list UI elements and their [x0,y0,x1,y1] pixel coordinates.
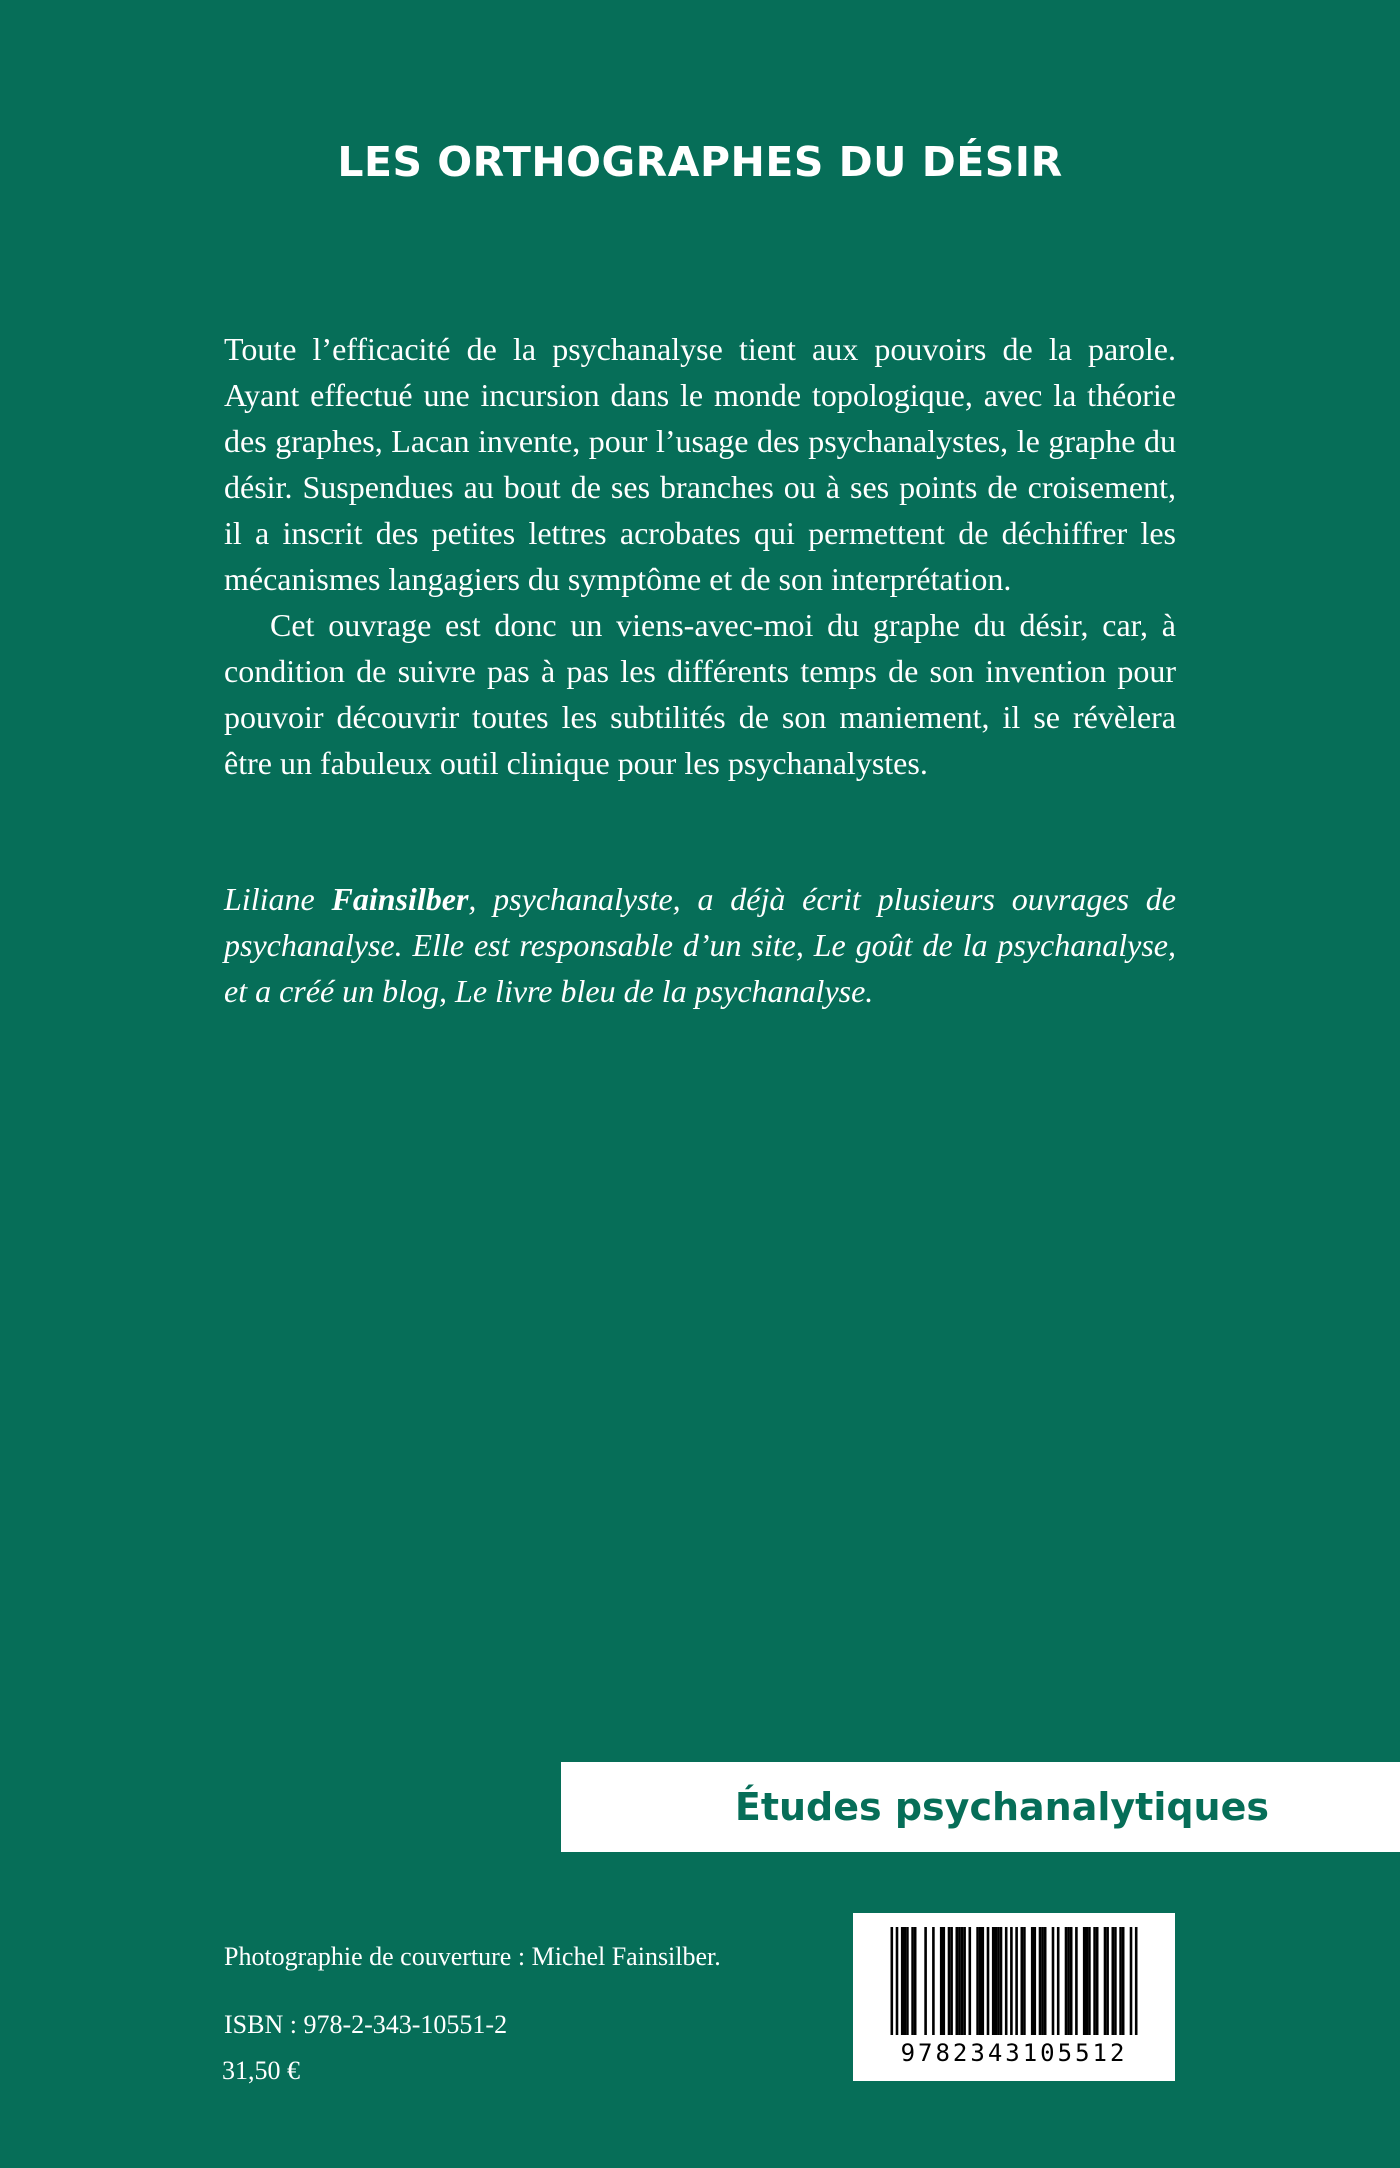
barcode-bar [1135,1927,1138,2035]
summary-paragraph-2: Cet ouvrage est donc un viens-avec-moi du graphe du désir, car, à condition de suivre pas à pas les différents temps de son invention pour pouvoir découvrir toutes les subtilités de son maniement, il se révèlera être un fabuleux outil clinique pour les psychanalystes. [224,607,1176,781]
barcode-bar [976,1927,979,2035]
barcode-digits: 9782343105512 [900,2039,1128,2067]
barcode-bar [961,1927,964,2035]
barcode-bar [943,1927,946,2035]
price: 31,50 € [222,2056,300,2085]
barcode-bar [963,1927,966,2035]
barcode-bar [1075,1927,1078,2035]
series-label: Études psychanalytiques [734,1785,1269,1829]
barcode-bar [1093,1927,1096,2035]
barcode-bar [1070,1927,1073,2035]
barcode-bar [1122,1927,1125,2035]
barcode-bar [1083,1927,1086,2035]
barcode-bar [1034,1927,1037,2035]
barcode-bar [1010,1927,1013,2035]
barcode-bar [1052,1927,1055,2035]
barcode-bar [1119,1927,1122,2035]
barcode-bar [1104,1927,1107,2035]
barcode-bar [1086,1927,1089,2035]
barcode-bar [914,1927,917,2035]
barcode-bar [906,1927,909,2035]
barcode-bar [924,1927,927,2035]
barcode-bar [1023,1927,1026,2035]
author-first-name: Liliane [224,881,332,917]
barcode-bar [891,1927,894,2035]
barcode-bar [987,1927,990,2035]
barcode-bar [1021,1927,1024,2035]
barcode-bar [1031,1927,1034,2035]
barcode-bar [995,1927,998,2035]
barcode-bar [992,1927,995,2035]
barcode-bar [1039,1927,1042,2035]
barcode-bar [896,1927,899,2035]
barcode-bar [956,1927,959,2035]
author-bio [224,876,1176,1014]
barcode-bar [1005,1927,1008,2035]
barcode-bar [940,1927,943,2035]
barcode-bar [1112,1927,1115,2035]
barcode-bar [1088,1927,1091,2035]
barcode-bar [1044,1927,1047,2035]
barcode-bar [1015,1927,1018,2035]
summary-paragraph-1: Toute l’efficacité de la psychanalyse tient aux pouvoirs de la parole. Ayant effectué une incursion dans le monde topologique, avec la théorie des graphes, Lacan invente, pour l’usage des psychanalystes, le graphe du désir. Suspendues au bout de ses branches ou à ses points de croisement, il a inscrit des petites lettres acrobates qui permettent de déchiffrer les mécanismes langagiers du symptôme et de son interprétation. [224,331,1176,597]
barcode-bar [1065,1927,1068,2035]
barcode-bar [950,1927,953,2035]
author-bio-text: , psychanalyste, a déjà écrit plusieurs ouvrages de psychanalyse. Elle est responsable d’un site, Le goût de la psychanalyse, et a créé un blog, Le livre bleu de la psychanalyse. [224,881,1177,1009]
barcode-bar [1096,1927,1099,2035]
author-last-name: Fainsilber [331,881,469,917]
barcode-bar [911,1927,914,2035]
barcode-bar [997,1927,1000,2035]
barcode-bar [1067,1927,1070,2035]
barcode-bar [969,1927,972,2035]
barcode-bar [1130,1927,1133,2035]
barcode-bar [979,1927,982,2035]
barcode-bar [901,1927,904,2035]
barcode-bar [982,1927,985,2035]
photo-credit: Photographie de couverture : Michel Fainsilber. [224,1942,721,1971]
back-cover-summary [224,326,1176,786]
barcode-bar [1057,1927,1060,2035]
barcode-bar [904,1927,907,2035]
barcode-bar [948,1927,951,2035]
barcode-bar [932,1927,935,2035]
barcode-bar [958,1927,961,2035]
barcode-bar [1114,1927,1117,2035]
barcode-bar [1041,1927,1044,2035]
barcode-bar [1106,1927,1109,2035]
series-band [561,1762,1400,1852]
book-title: LES ORTHOGRAPHES DU DÉSIR [337,138,1063,186]
barcode-bar [1000,1927,1003,2035]
barcode [853,1913,1175,2081]
isbn: ISBN : 978-2-343-10551-2 [224,2010,508,2039]
